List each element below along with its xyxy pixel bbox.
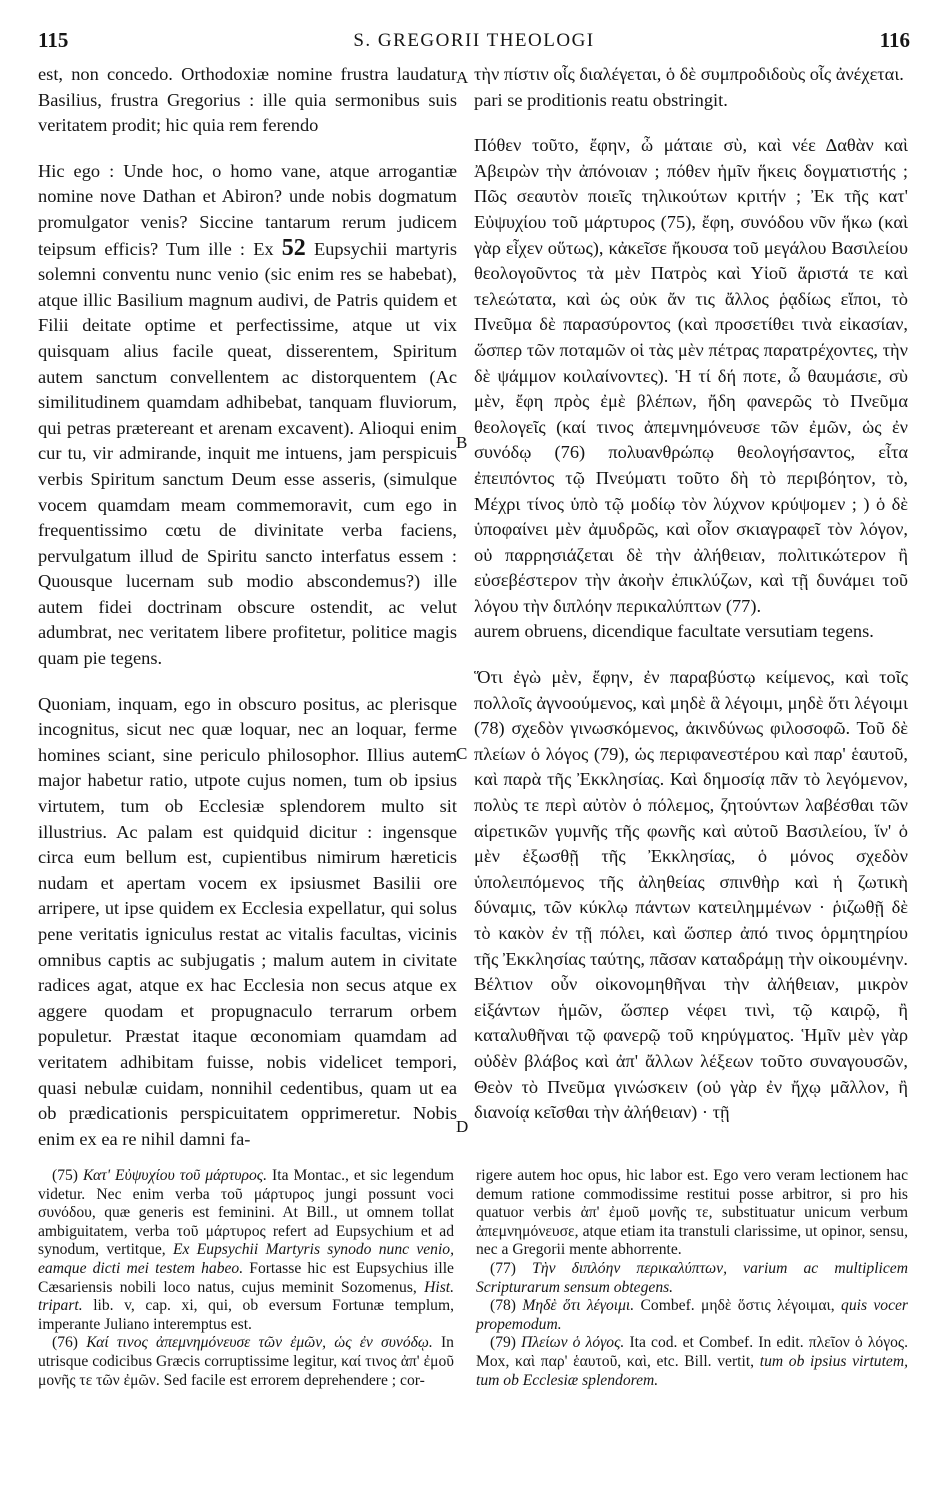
footnote-label: (79)	[490, 1334, 516, 1352]
footnote-76	[38, 1334, 454, 1390]
running-title: S. GREGORII THEOLOGI	[353, 30, 595, 51]
footnote-italic: tum ob ipsius virtutem, tum ob Ecclesiæ splendorem.	[476, 1352, 908, 1389]
latin-paragraph-2-start: Hic ego : Unde hoc, o homo vane, atque arrogantiæ nomine nove Dathan et Abiron? unde nobis dogmatum promulgator venis? Siccine tantarum rerum judicem teipsum efficis? Tum ille : Ex	[38, 160, 457, 259]
margin-letter-b: B	[456, 433, 468, 452]
footnote-text: Combef. μηδὲ ὅστις λέγοιμαι,	[640, 1297, 835, 1315]
footnote-lemma: Μηδὲ ὅτι λέγοιμι.	[522, 1297, 635, 1315]
greek-column	[474, 62, 908, 1126]
latin-column	[38, 62, 457, 1152]
latin-continuation-1: pari se proditionis reatu obstringit.	[474, 89, 728, 110]
page-number-right: 116	[879, 28, 910, 52]
margin-letter-d: D	[456, 1117, 469, 1136]
footnote-label: (77)	[490, 1259, 516, 1277]
footnote-text: Fortasse hic est Eupsychius ille Cæsariensis nobili loco natus, cujus meminit Sozomenus,	[38, 1259, 454, 1296]
margin-letter-a: A	[456, 68, 469, 87]
margin-letter-c: C	[456, 744, 468, 763]
latin-paragraph-3: Quoniam, inquam, ego in obscuro positus, ac plerisque incognitus, sicut nec quæ loquar, nec an loquar, ferme homines sciant, sine periculo philosophor. Illius autem major habetur ratio, utpote cujus nomen, tum ob ipsius virtutem, tum ob Ecclesiæ splendorem multo sit illustrius. Ac palam est quidquid dicitur : ingensque circa eum bellum est, cupientibus nimirum hæreticis nudam et apertam vocem ex ipsiusmet Basilii ore arripere, ut ipse quidem ex Ecclesia expellatur, qui solus pene veritatis igniculus restat ac vitalis facultas, vicinis omnibus captis ac subjugatis ; malum autem in civitate radices agat, atque ex hac Ecclesia non secus atque ex aggere quodam et propugnaculo terrarum orbem populetur. Præstat itaque œconomiam quamdam ad veritatem adhibitam fuisse, nobis videlicet tempori, quasi nebulæ cuidam, nonnihil cedentibus, quam ut ea ob prædicationis perspicuitatem opprimeretur. Nobis enim ex ea re nihil damni fa-	[38, 693, 457, 1149]
footnote-italic: varium ac multiplicem Scripturarum sensum obtegens.	[476, 1259, 908, 1296]
footnote-lemma: Καί τινος ἀπεμνημόνευσε τῶν ἐμῶν, ὡς ἐν συνόδῳ.	[86, 1334, 433, 1352]
footnote-lemma: Τὴν διπλόην περικαλύπτων,	[532, 1259, 727, 1277]
latin-paragraph-2-end: Eupsychii martyris solemni conventu nunc venio (sic enim res se habebat), atque illic Basilium magnum audivi, de Patris quidem et Filii deitate optime et perfectissime, atque ut vix quisquam alius facile queat, disserentem, Spiritum autem sanctum convellentem ac distorquentem (Ac similitudinem quamdam adhibebat, tanquam fluviorum, qui petras prætereant et arenam excavent). Alioqui enim cur tu, vir admirande, inquit me intuens, jam perspicuis verbis Spiritum sanctum Deum esse asseris, (simulque vocem quamdam meam commemoravit, cum ego in frequentissimo cœtu de divinitate verba faciens, pervulgatum illud de Spiritu sancto interfatus essem : Quousque lucernam sub modio abscondemus?) ille autem fidei doctrinam obscure ostendit, ac velut adumbrat, nec veritatem libere profitetur, politice magis quam pie tegens.	[38, 238, 457, 669]
footnote-italic: Ex Eupsychii Martyris synodo nunc venio, eamque dicti mei testem habeo.	[38, 1241, 454, 1277]
footnote-76-continued: rigere autem hoc opus, hic labor est. Ego vero veram lectionem hac demum ratione commodissime restitui posse arbitror, si pro his quatuor verbis ἀπ' ἐμοῦ μονῆς τε, substituatur unicum verbum ἀπεμνημόνευσε, atque etiam ita transtuli clarissime, ut opinor, sensu, nec a Gregorii mente abhorrente.	[476, 1167, 908, 1259]
footnote-label: (75)	[52, 1167, 78, 1184]
footnote-label: (78)	[490, 1297, 516, 1315]
section-number: 52	[281, 234, 306, 261]
greek-paragraph-3: Ὅτι ἐγὼ μὲν, ἔφην, ἐν παραβύστῳ κείμενος, καὶ τοῖς πολλοῖς ἀγνοούμενος, καὶ μηδὲ ἃ λέγοιμι, μηδὲ ὅτι λέγοιμι (78) σχεδὸν γινωσκόμενος, ἀκινδύνως φιλοσοφῶ. Τοῦ δὲ πλείων ὁ λόγος (79), ὡς περιφανεστέρου καὶ παρ' ἑαυτοῦ, καὶ παρὰ τῆς Ἐκκλησίας. Καὶ δημοσίᾳ πᾶν τὸ λεγόμενον, πολὺς τε περὶ αὐτὸν ὁ πόλεμος, ζητούντων λαβέσθαι τῶν αἱρετικῶν γυμνῆς τῆς φωνῆς καὶ αὐτοῦ Βασιλείου, ἵν' ὁ μὲν ἐξωσθῇ τῆς Ἐκκλησίας, ὁ μόνος σχεδὸν ὑπολειπόμενος τῆς ἀληθείας σπινθὴρ καὶ ἡ ζωτικὴ δύναμις, τῶν κύκλῳ πάντων κατειλημμένων · ῥιζωθῇ δὲ τὸ κακὸν ἐν τῇ πόλει, καὶ ὥσπερ ἀπό τινος ὁρμητηρίου τῆς Ἐκκλησίας ταύτης, πᾶσαν καταδράμῃ τὴν οἰκουμένην. Βέλτιον οὖν οἰκονομηθῆναι τὴν ἀλήθειαν, μικρὸν εἰξάντων ἡμῶν, ὥσπερ νέφει τινὶ, τῷ καιρῷ, ἢ καταλυθῆναι τῷ φανερῷ τοῦ κηρύγματος. Ἡμῖν μὲν γὰρ οὐδὲν βλάβος καὶ ἀπ' ἄλλων λέξεων τοῦτο συναγουσῶν, Θεὸν τὸ Πνεῦμα γινώσκειν (οὐ γὰρ ἐν ἤχῳ μᾶλλον, ἢ διανοίᾳ κεῖσθαι τὴν ἀλήθειαν) · τῇ	[474, 667, 908, 1123]
footnote-citation: Hist. tripart.	[38, 1278, 454, 1315]
footnote-77	[476, 1260, 908, 1297]
footnote-italic: quis vocer propemodum.	[476, 1297, 909, 1333]
latin-continuation-2: aurem obruens, dicendique facultate versutiam tegens.	[474, 621, 874, 642]
footnote-text: lib. v, cap. xi, qui, ob eversum Fortunæ templum, imperante Juliano interemptus est.	[38, 1297, 454, 1333]
greek-paragraph-2: Πόθεν τοῦτο, ἔφην, ὦ μάταιε σὺ, καὶ νέε Δαθὰν καὶ Ἀβειρὼν τὴν ἀπόνοιαν ; πόθεν ἡμῖν ἥκεις δογματιστής ; Πῶς σεαυτὸν ποιεῖς τηλικούτων κριτήν ; Ἐκ τῆς κατ' Εὐψυχίου τοῦ μάρτυρος (75), ἔφη, συνόδου νῦν ἥκω (καὶ γὰρ εἶχεν οὕτως), κἀκεῖσε ἤκουσα τοῦ μεγάλου Βασιλείου θεολογοῦντος τὰ μὲν Πατρὸς καὶ Υἱοῦ ἄριστά τε καὶ τελεώτατα, καὶ ὡς οὐκ ἄν τις ἄλλος ῥᾳδίως εἴποι, τὸ Πνεῦμα δὲ παρασύροντος (καὶ προσετίθει τινὰ εἰκασίαν, ὥσπερ τῶν ποταμῶν οἱ τὰς μὲν πέτρας παρατρέχοντες, τὴν δὲ ψάμμον κοιλαίνοντες). Ἡ τί δή ποτε, ὦ θαυμάσιε, σὺ μὲν, ἔφη πρὸς ἐμὲ βλέπων, ἤδη φανερῶς τὸ Πνεῦμα θεολογεῖς (καί τινος ἀπεμνημόνευσε τῶν ἐμῶν, ὡς ἐν συνόδῳ (76) πολυανθρώπῳ θεολογήσαντος, εἶτα ἐπειπόντος τῷ Πνεύματι τοῦτο δὴ τὸ περιβόητον, τὸ, Μέχρι τίνος ὑπὸ τῷ μοδίῳ τὸν λύχνον κρύψομεν ; ) ὁ δὲ ὑποφαίνει μὲν ἀμυδρῶς, καὶ οἷον σκιαγραφεῖ τὸν λόγον, οὐ παρρησιάζεται δὲ τὴν ἀλήθειαν, πολιτικώτερον ἢ εὐσεβέστερον τὴν ἀκοὴν ἐπικλύζων, καὶ τῇ δυνάμει τοῦ λόγου τὴν διπλόην περικαλύπτων (77).	[474, 135, 908, 616]
footnote-text: Ita cod. et Combef. In edit. πλεῖον ὁ λόγος. Mox, καὶ παρ' ἑαυτοῦ, καὶ, etc. Bill. vertit,	[476, 1334, 908, 1370]
footnote-text: In utrisque codicibus Græcis corruptissime legitur, καί τινος ἀπ' ἐμοῦ μονῆς τε τῶν ἐμῶν. Sed facile est errorem deprehendere ; cor-	[38, 1334, 454, 1389]
footnote-lemma: Κατ' Εὐψυχίου τοῦ μάρτυρος.	[83, 1167, 268, 1184]
page-number-left: 115	[38, 28, 69, 52]
footnote-79	[476, 1334, 908, 1390]
footnotes-right	[476, 1167, 908, 1390]
footnote-label: (76)	[52, 1334, 78, 1352]
footnote-text: Ita Montac., et sic legendum videtur. Nec enim verba τοῦ μάρτυρος jungi possunt voci συνόδου, quæ generis est feminini. At Bill., ut omnem tollat ambiguitatem, verba τοῦ μάρτυρος refert ad Eupsychium et ad synodum, vertitque,	[38, 1167, 455, 1259]
footnote-lemma: Πλείων ὁ λόγος.	[521, 1334, 625, 1352]
footnotes-left	[38, 1167, 454, 1390]
page-header	[38, 28, 910, 56]
latin-paragraph-1: est, non concedo. Orthodoxiæ nomine frustra laudatur Basilius, frustra Gregorius : ille quia sermonibus suis veritatem prodit; hic quia rem ferendo	[38, 64, 457, 136]
footnote-78	[476, 1297, 908, 1334]
greek-paragraph-1: τὴν πίστιν οἷς διαλέγεται, ὁ δὲ συμπροδιδοὺς οἷς ἀνέχεται.	[474, 64, 904, 84]
latin-paragraph-2	[38, 159, 457, 672]
footnote-75	[38, 1167, 454, 1334]
